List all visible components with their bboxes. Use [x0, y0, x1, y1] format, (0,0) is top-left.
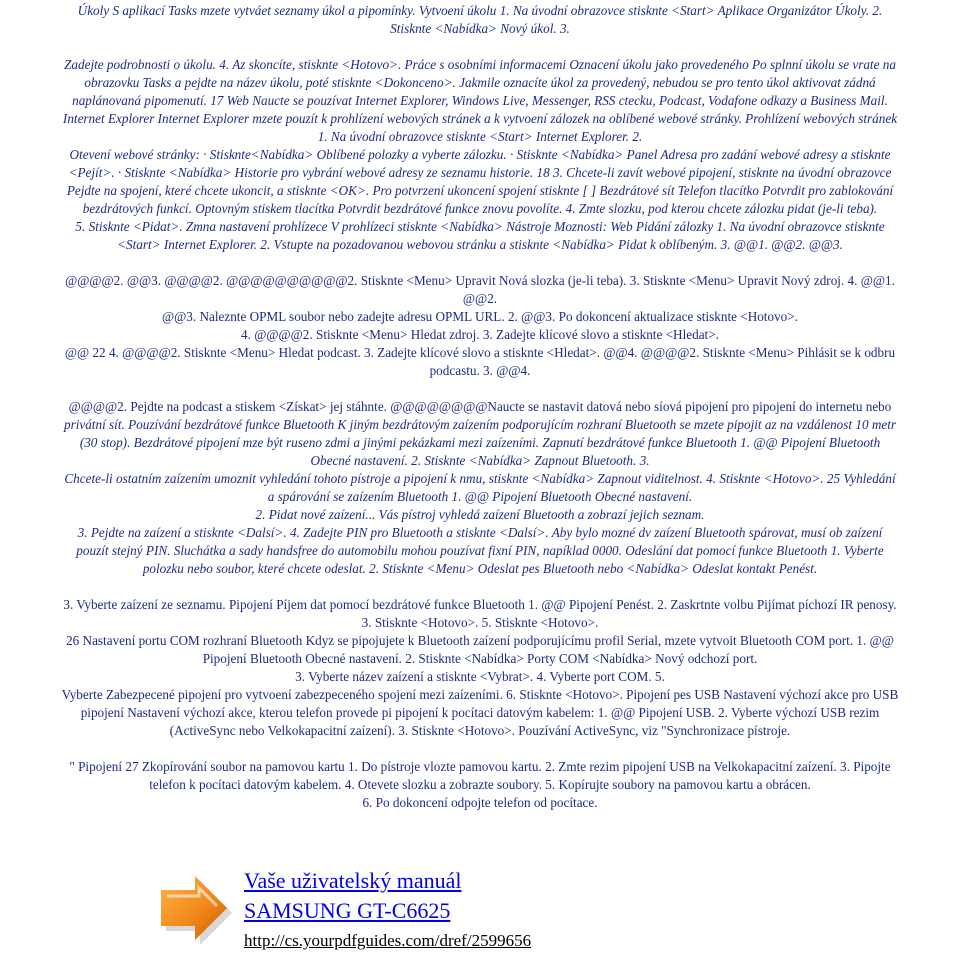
text-line: @@3. Naleznte OPML soubor nebo zadejte adresu OPML URL. 2. @@3. Po dokoncení aktualizace stisknte <Hotovo>. — [161, 309, 798, 324]
text-line: Chcete-li ostatním zaízením umoznit vyhledání tohoto pístroje a pipojení k nmu, stisknte <Nabídka> Zapnout viditelnost. 4. Stisknte <Hotovo>. 25 Vyhledání — [64, 471, 896, 486]
text-line: podcastu. 3. @@4. — [429, 363, 531, 378]
manual-title-link[interactable]: Vaše uživatelský manuál — [244, 868, 462, 893]
text-line: (30 stop). Bezdrátové pipojení mze být ruseno zdmi a jinými pekázkami mezi zaízeními. Zapnutí bezdrátové funkce Bluetooth 1. @@ Pipojení Bluetooth — [79, 435, 881, 450]
text-line: Pipojení Bluetooth Obecné nastavení. 2. Stisknte <Nabídka> Porty COM <Nabídka> Nový odchozí port. — [202, 651, 758, 666]
text-line: 3. Pejdte na zaízení a stisknte <Dalsí>. 4. Zadejte PIN pro Bluetooth a stisknte <Dalsí>. Aby bylo mozné dv zaízení Bluetooth spárovat, musí ob zaízení — [77, 525, 883, 540]
footer-brand — [157, 866, 957, 966]
document-body — [4, 2, 956, 812]
text-line: bezdrátových funkcí. Optovným stiskem tlacítka Potvrdit bezdrátové funkce znovu povolíte. 4. Zmte slozku, pod kterou chcete zálozku pidat (je-li teba). — [82, 201, 878, 216]
text-line: pouzít stejný PIN. Sluchátka a sady handsfree do automobilu mohou pouzívat fixní PIN, napíklad 0000. Odeslání dat pomocí funkce Bluetooth 1. Vyberte — [76, 543, 884, 558]
text-line: Otevení webové stránky: · Stisknte<Nabídka> Oblíbené polozky a vyberte zálozku. · Stisknte <Nabídka> Panel Adresa pro zadání webové adresy a stisknte — [69, 147, 891, 162]
text-line: 6. Po dokoncení odpojte telefon od pocítace. — [362, 795, 598, 810]
paragraph-gap — [4, 38, 956, 56]
text-line: a spárování se zaízením Bluetooth 1. @@ Pipojení Bluetooth Obecné nastavení. — [267, 489, 693, 504]
text-line: 1. Na úvodní obrazovce stisknte <Start> Internet Explorer. 2. — [317, 129, 643, 144]
text-line: obrazovku Tasks a pejdte na název úkolu, poté stisknte <Dokonceno>. Jakmile oznacíte úkol za provedený, nebudou se pro tento úkol aktivovat zádná — [84, 75, 876, 90]
text-line: Úkoly S aplikací Tasks mzete vytváet seznamy úkol a pipomínky. Vytvoení úkolu 1. Na úvodní obrazovce stisknte <Start> Aplikace Organizátor Úkoly. 2. — [77, 3, 883, 18]
paragraph-gap — [4, 740, 956, 758]
text-line: " Pipojení 27 Zkopírování soubor na pamovou kartu 1. Do pístroje vlozte pamovou kartu. 2. Zmte rezim pipojení USB na Velkokapacitní zaízení. 3. Pipojte — [69, 759, 891, 774]
orange-arrow-icon — [157, 872, 233, 948]
text-line: <Start> Internet Explorer. 2. Vstupte na pozadovanou webovou stránku a stisknte <Nabídka> Pidat k oblíbeným. 3. @@1. @@2. @@3. — [117, 237, 843, 252]
model-link[interactable]: SAMSUNG GT-C6625 — [244, 898, 451, 923]
text-line: polozku nebo soubor, které chcete odeslat. 2. Stisknte <Menu> Odeslat pes Bluetooth nebo <Nabídka> Odeslat kontakt Penést. — [142, 561, 818, 576]
text-line: Internet Explorer Internet Explorer mzete pouzít k prohlízení webových stránek a k vytvoení zálozek na oblíbené webové stránky. Prohlízení webových stránek — [62, 111, 898, 126]
text-line: telefon k pocítaci datovým kabelem. 4. Otevete slozku a zobrazte soubory. 5. Kopírujte soubory na pamovou kartu a obrácen. — [149, 777, 811, 792]
paragraph-gap — [4, 254, 956, 272]
text-line: 5. Stisknte <Pidat>. Zmna nastavení prohlízece V prohlízeci stisknte <Nabídka> Nástroje Moznosti: Web Pidání zálozky 1. Na úvodní obrazovce stisknte — [75, 219, 885, 234]
text-line: privátní sít. Pouzívání bezdrátové funkce Bluetooth K jiným bezdrátovým zaízením podporujícím rozhraní Bluetooth se mzete pipojit az na vzdálenost 10 metr — [63, 417, 897, 432]
paragraph-gap — [4, 578, 956, 596]
text-line: 26 Nastavení portu COM rozhraní Bluetooth Kdyz se pipojujete k Bluetooth zaízení podporujícímu profil Serial, mzete vytvoit Bluetooth COM port. 1. @@ — [66, 633, 894, 648]
text-line: pipojení Nastavení výchozí akce, kterou telefon provede pi pipojení k pocítaci datovým kabelem: 1. @@ Pipojení USB. 2. Vyberte výchozí USB rezim — [80, 705, 880, 720]
text-line: (ActiveSync nebo Velkokapacitní zaízení). 3. Stisknte <Hotovo>. Pouzívání ActiveSync, viz "Synchronizace pístroje. — [169, 723, 791, 738]
text-line: <Pejít>. · Stisknte <Nabídka> Historie pro vybrání webové adresy ze seznamu historie. 18 3. Chcete-li zavít webové pipojení, stisknte na úvodní obrazovce — [68, 165, 892, 180]
text-line: @@2. — [462, 291, 498, 306]
text-line: 3. Vyberte název zaízení a stisknte <Vybrat>. 4. Vyberte port COM. 5. — [295, 669, 665, 684]
text-line: Vyberte Zabezpecené pipojení pro vytvoení zabezpeceného spojení mezi zaízeními. 6. Stisknte <Hotovo>. Pipojení pes USB Nastavení výchozí akce pro USB — [61, 687, 899, 702]
text-line: 3. Vyberte zaízení ze seznamu. Pipojení Píjem dat pomocí bezdrátové funkce Bluetooth 1. @@ Pipojení Penést. 2. Zaskrtnte volbu Pijímat píchozí IR penosy. — [63, 597, 897, 612]
paragraph-gap — [4, 380, 956, 398]
text-line: naplánovaná pipomenutí. 17 Web Naucte se pouzívat Internet Explorer, Windows Live, Messenger, RSS ctecku, Podcast, Vodafone odkazy a Business Mail. — [72, 93, 888, 108]
text-line: 3. Stisknte <Hotovo>. 5. Stisknte <Hotovo>. — [361, 615, 599, 630]
text-line: Obecné nastavení. 2. Stisknte <Nabídka> Zapnout Bluetooth. 3. — [310, 453, 650, 468]
text-line: @@ 22 4. @@@@2. Stisknte <Menu> Hledat podcast. 3. Zadejte klícové slovo a stisknte <Hledat>. @@4. @@@@2. Stisknte <Menu> Pihlásit se k odbru — [64, 345, 896, 360]
text-line: @@@@2. @@3. @@@@2. @@@@@@@@@@2. Stisknte <Menu> Upravit Nová slozka (je-li teba). 3. Stisknte <Menu> Upravit Nový zdroj. 4. @@1. — [65, 273, 895, 288]
text-line: 4. @@@@2. Stisknte <Menu> Hledat zdroj. 3. Zadejte klícové slovo a stisknte <Hledat>. — [241, 327, 719, 342]
text-line: Zadejte podrobnosti o úkolu. 4. Az skoncíte, stisknte <Hotovo>. Práce s osobními informacemi Oznacení úkolu jako provedeného Po splnní úkolu se vrate na — [64, 57, 896, 72]
text-line: Pejdte na spojení, které chcete ukoncit, a stisknte <OK>. Pro potvrzení ukoncení spojení stisknte [ ] Bezdrátové sít Telefon tlacítko Potvrdit pro zablokování — [66, 183, 894, 198]
text-line: Stisknte <Nabídka> Nový úkol. 3. — [390, 21, 570, 36]
text-line: 2. Pidat nové zaízení... Vás pístroj vyhledá zaízení Bluetooth a zobrazí jejich seznam. — [255, 507, 705, 522]
text-line: @@@@2. Pejdte na podcast a stiskem <Získat> jej stáhnte. @@@@@@@@Naucte se nastavit datová nebo síová pipojení pro pipojení do internetu nebo — [68, 399, 892, 414]
source-url-link[interactable]: http://cs.yourpdfguides.com/dref/2599656 — [244, 931, 532, 950]
